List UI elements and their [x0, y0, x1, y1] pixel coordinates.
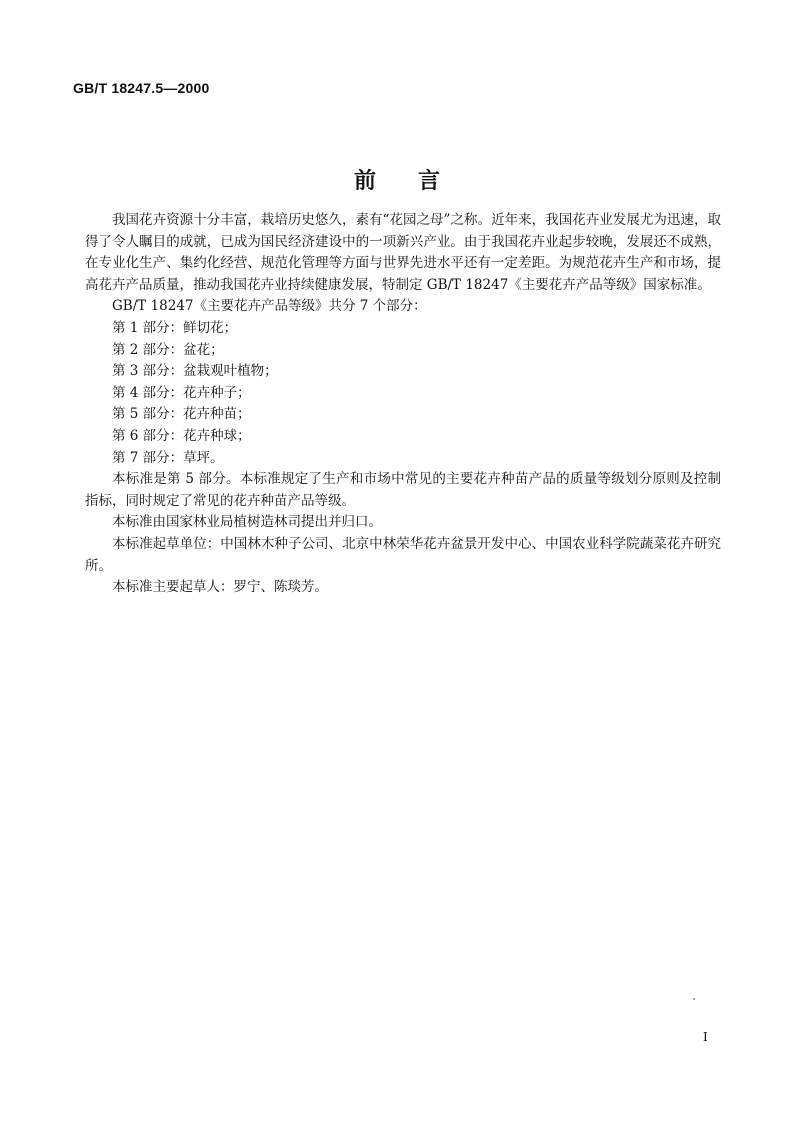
list-item-part-6: 第 6 部分：花卉种球； — [112, 427, 251, 444]
paragraph-drafters: 本标准主要起草人：罗宁、陈琰芳。 — [112, 579, 328, 596]
scan-dot-mark — [693, 998, 695, 1000]
paragraph-intro: 我国花卉资源十分丰富，栽培历史悠久，素有“花园之母”之称。近年来，我国花卉业发展尤为迅速，取得了令人瞩目的成就，已成为国民经济建设中的一项新兴产业。由于我国花卉业起步较晚，发展还不成熟，在专业化生产、集约化经营、规范化管理等方面与世界先进水平还有一定差距。为规范花卉生产和市场，提高花卉产品质量，推动我国花卉业持续健康发展，特制定 GB/T 18247《主要花卉产品等级》国家标准。 — [85, 212, 721, 293]
list-item-part-4: 第 4 部分：花卉种子； — [112, 384, 251, 401]
paragraph-scope: 本标准是第 5 部分。本标准规定了生产和市场中常见的主要花卉种苗产品的质量等级划分原则及控制指标，同时规定了常见的花卉种苗产品等级。 — [85, 471, 721, 509]
list-item-part-1: 第 1 部分：鲜切花； — [112, 319, 238, 336]
foreword-body — [85, 210, 721, 599]
standard-code: GB/T 18247.5—2000 — [73, 80, 210, 96]
list-item-part-7: 第 7 部分：草坪。 — [112, 449, 224, 466]
paragraph-proposer: 本标准由国家林业局植树造林司提出并归口。 — [112, 514, 382, 531]
list-item-part-3: 第 3 部分：盆栽观叶植物； — [112, 363, 278, 380]
page-title: 前言 — [353, 169, 482, 194]
paragraph-drafting-units: 本标准起草单位：中国林木种子公司、北京中林荣华花卉盆景开发中心、中国农业科学院蔬菜花卉研究所。 — [85, 535, 721, 574]
list-item-part-2: 第 2 部分：盆花； — [112, 341, 224, 358]
list-item-part-5: 第 5 部分：花卉种苗； — [112, 406, 251, 423]
paragraph-parts-intro: GB/T 18247《主要花卉产品等级》共分 7 个部分： — [112, 298, 427, 315]
page-number: I — [703, 1030, 708, 1044]
